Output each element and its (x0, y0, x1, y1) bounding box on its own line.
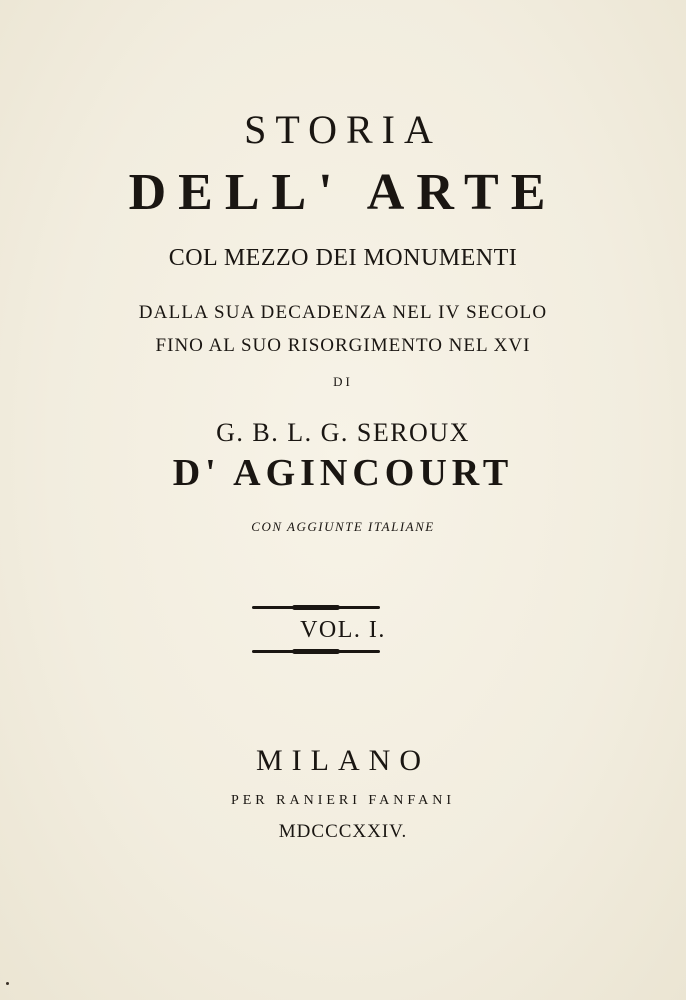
ornamental-rule-top (252, 606, 380, 609)
imprint-place: MILANO (256, 744, 430, 777)
author-line-2: D' AGINCOURT (172, 452, 514, 494)
title-line-1: STORIA (244, 107, 442, 152)
subtitle-line-1: COL MEZZO DEI MONUMENTI (168, 245, 518, 271)
volume-label: VOL. I. (300, 617, 386, 643)
subtitle-line-3: FINO AL SUO RISORGIMENTO NEL XVI (155, 335, 531, 356)
imprint-printer: PER RANIERI FANFANI (230, 793, 456, 808)
title-line-2: DELL' ARTE (128, 164, 558, 221)
paper-speck (6, 982, 9, 985)
additions-note: CON AGGIUNTE ITALIANE (251, 519, 435, 534)
ornamental-rule-bottom (252, 650, 380, 653)
by-label: DI (333, 374, 353, 389)
author-line-1: G. B. L. G. SEROUX (216, 418, 470, 447)
imprint-year: MDCCCXXIV. (278, 821, 408, 842)
subtitle-line-2: DALLA SUA DECADENZA NEL IV SECOLO (138, 302, 548, 323)
